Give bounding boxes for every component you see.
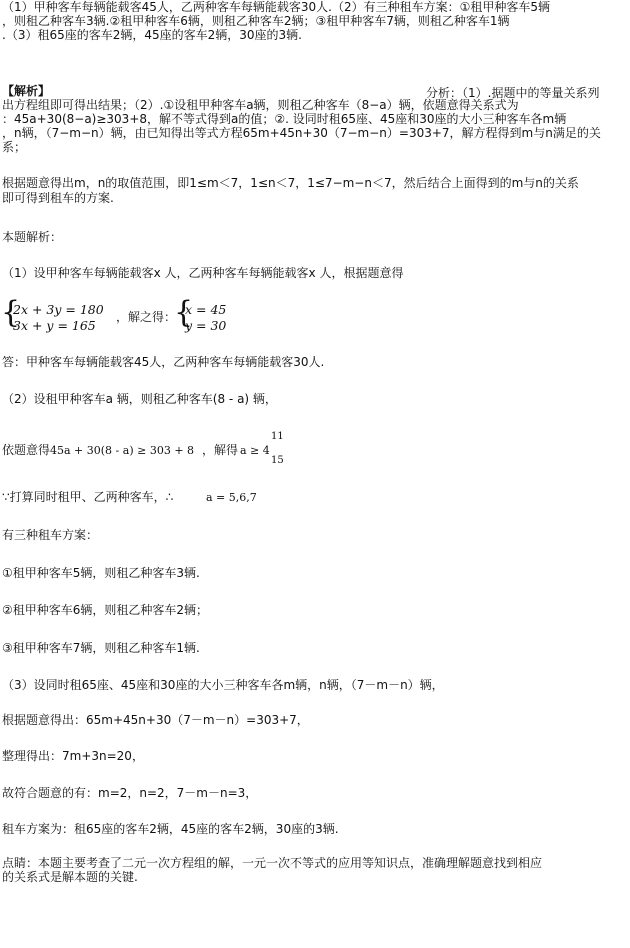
answer-part-1: 答：甲种客车每辆能载客45人，乙两种客车每辆能载客30人. (2, 355, 325, 369)
analysis-line-6: 即可得到租车的方案. (2, 191, 114, 205)
equation-2: 3x + y = 165 (13, 318, 96, 333)
plan-3: ③租甲种客车7辆，则租乙种客车1辆. (2, 641, 200, 655)
solution-part-1: （1）设甲种客车每辆能载客x 人，乙两种客车每辆能载客x 人，根据题意得 (2, 266, 404, 280)
analysis-line-4: 系； (2, 140, 27, 154)
solution-part-2: （2）设租甲种客车a 辆，则租乙种客车(8 - a) 辆， (2, 392, 277, 406)
left-brace: { (1, 295, 21, 330)
comment-line-2: 的关系式是解本题的关键. (2, 870, 138, 884)
equation-1: 2x + 3y = 180 (13, 302, 104, 317)
fraction-numerator: 11 (271, 431, 284, 442)
solution-title: 本题解析： (2, 230, 63, 244)
answer-line-1: （1）甲种客车每辆能载客45人，乙两种客车每辆能载客30人.（2）有三种租车方案：①租甲种客车5辆 (2, 0, 551, 14)
analysis-line-2: ：45a+30(8−a)≥303+8，解不等式得到a的值；②. 设同时租65座、45座和30座的大小三种客车各m辆 (2, 112, 567, 126)
plan-2: ②租甲种客车6辆，则租乙种客车2辆； (2, 603, 209, 617)
answer-line-3: .（3）租65座的客车2辆，45座的客车2辆，30座的3辆. (2, 28, 302, 42)
inequality-prefix: 依题意得 (2, 443, 51, 457)
analysis-line-3: ，n辆，（7−m−n）辆，由已知得出等式方程65m+45n+30（7−m−n）=303+7，解方程得到m与n满足的关 (2, 126, 601, 140)
analysis-line-5: 根据题意得出m，n的取值范围，即1≤m＜7，1≤n＜7，1≤7−m−n＜7，然后结合上面得到的m与n的关系 (2, 176, 579, 190)
analysis-line-1: 出方程组即可得出结果；（2）.①设租甲种客车a辆，则租乙种客车（8−a）辆，依题意得关系式为 (2, 98, 519, 112)
solution-part-3d: 租车方案为：租65座的客车2辆，45座的客车2辆，30座的3辆. (2, 822, 339, 836)
fraction-denominator: 15 (271, 455, 284, 466)
solution-x: x = 45 (185, 302, 227, 317)
solution-part-3: （3）设同时租65座、45座和30座的大小三种客车各m辆，n辆，（7－m－n）辆， (2, 678, 444, 692)
solution-y: y = 30 (185, 318, 227, 333)
because-value: a = 5,6,7 (206, 491, 257, 504)
analysis-intro: 分析：（1）.据题中的等量关系列 (426, 86, 600, 100)
solve-text: ，解之得： (116, 310, 177, 324)
plan-1: ①租甲种客车5辆，则租乙种客车3辆. (2, 566, 200, 580)
inequality: 45a + 30(8 - a) ≥ 303 + 8 (50, 444, 195, 457)
solution-part-3b: 整理得出：7m+3n=20， (2, 749, 144, 763)
left-brace: { (174, 295, 194, 330)
plans-heading: 有三种租车方案： (2, 528, 99, 542)
because-prefix: ∵打算同时租甲、乙两种客车，∴ (2, 490, 174, 504)
inequality-mid: ，解得 (202, 443, 239, 457)
solution-part-3a: 根据题意得出：65m+45n+30（7－m－n）=303+7， (2, 713, 309, 727)
solution-part-3c: 故符合题意的有：m=2，n=2，7－m－n=3， (2, 786, 258, 800)
comment-line-1: 点睛：本题主要考查了二元一次方程组的解，一元一次不等式的应用等知识点，准确理解题意找到相应 (2, 856, 543, 870)
analysis-heading: 【解析】 (2, 84, 51, 98)
inequality-result: a ≥ 4 (240, 444, 270, 457)
answer-line-2: ，则租乙种客车3辆.②租甲种客车6辆，则租乙种客车2辆；③租甲种客车7辆，则租乙种客车1辆 (2, 14, 510, 28)
